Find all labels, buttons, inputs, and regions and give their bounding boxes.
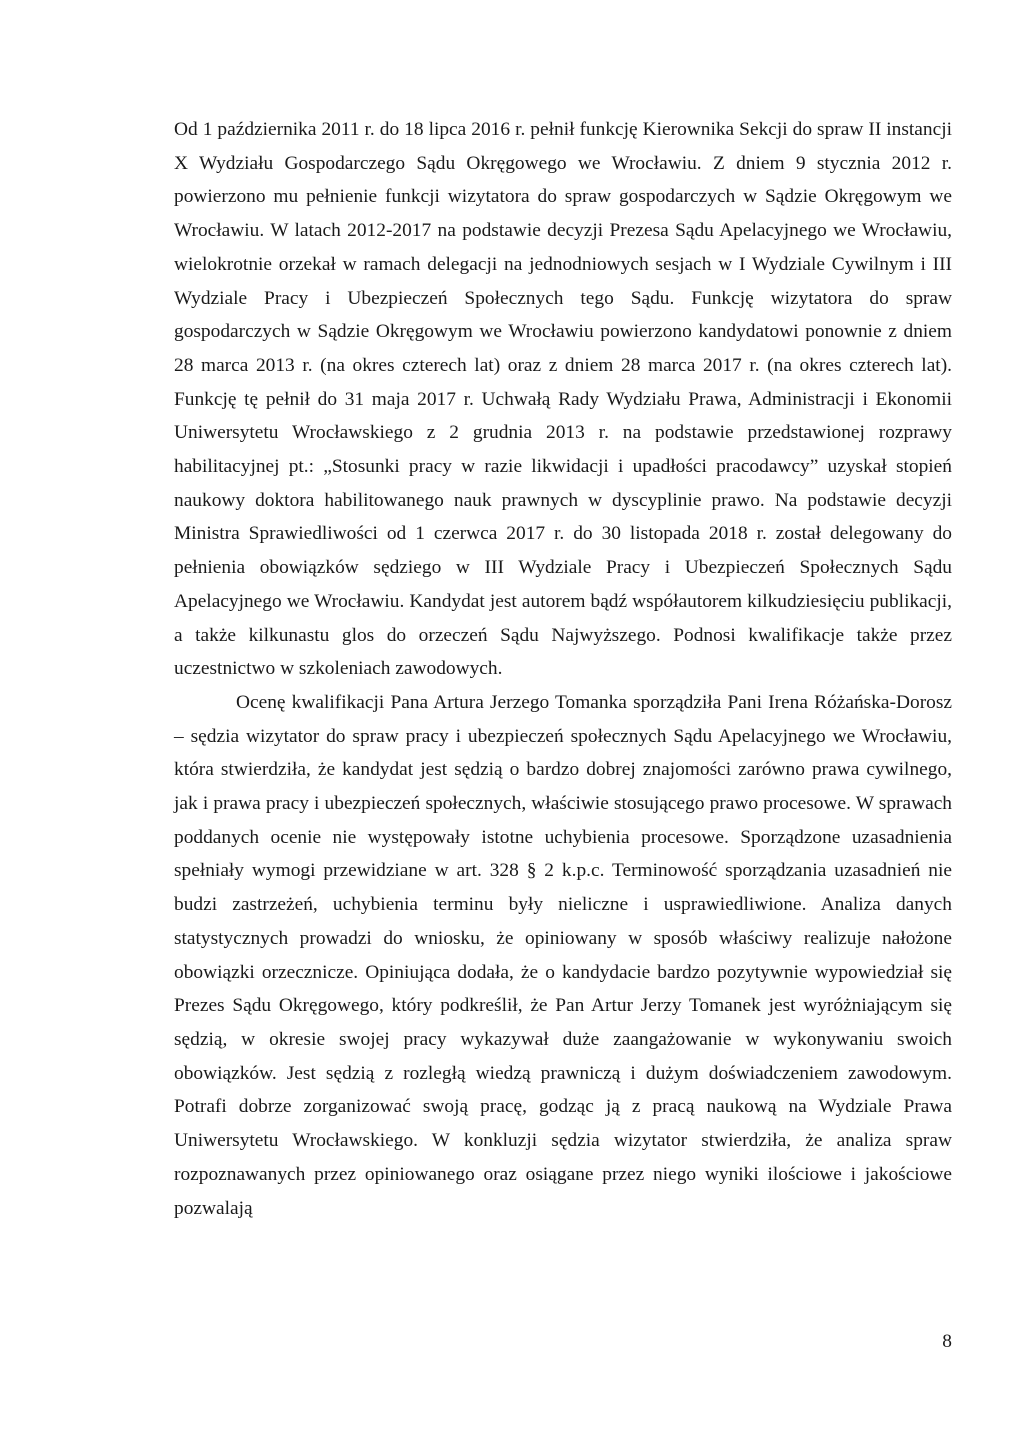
paragraph-qualification-assessment: Ocenę kwalifikacji Pana Artura Jerzego Tomanka sporządziła Pani Irena Różańska-Dorosz – sędzia wizytator do spraw pracy i ubezpieczeń społecznych Sądu Apelacyjnego we Wrocławiu, która stwierdziła, że kandydat jest sędzią o bardzo dobrej znajomości zarówno prawa cywilnego, jak i prawa pracy i ubezpieczeń społecznych, właściwie stosującego prawo procesowe. W sprawach poddanych ocenie nie występowały istotne uchybienia procesowe. Sporządzone uzasadnienia spełniały wymogi przewidziane w art. 328 § 2 k.p.c. Terminowość sporządzania uzasadnień nie budzi zastrzeżeń, uchybienia terminu były nieliczne i usprawiedliwione. Analiza danych statystycznych prowadzi do wniosku, że opiniowany w sposób właściwy realizuje nałożone obowiązki orzecznicze. Opiniująca dodała, że o kandydacie bardzo pozytywnie wypowiedział się Prezes Sądu Okręgowego, który podkreślił, że Pan Artur Jerzy Tomanek jest wyróżniającym się sędzią, w okresie swojej pracy wykazywał duże zaangażowanie w wykonywaniu swoich obowiązków. Jest sędzią z rozległą wiedzą prawniczą i dużym doświadczeniem zawodowym. Potrafi dobrze zorganizować swoją pracę, godząc ją z pracą naukową na Wydziale Prawa Uniwersytetu Wrocławskiego. W konkluzji sędzia wizytator stwierdziła, że analiza spraw rozpoznawanych przez opiniowanego oraz osiągane przez niego wyniki ilościowe i jakościowe pozwalają [174,691,952,1219]
body-text [174,113,952,1225]
paragraph-career: Od 1 października 2011 r. do 18 lipca 2016 r. pełnił funkcję Kierownika Sekcji do spraw II instancji X Wydziału Gospodarczego Sądu Okręgowego we Wrocławiu. Z dniem 9 stycznia 2012 r. powierzono mu pełnienie funkcji wizytatora do spraw gospodarczych w Sądzie Okręgowym we Wrocławiu. W latach 2012-2017 na podstawie decyzji Prezesa Sądu Apelacyjnego we Wrocławiu, wielokrotnie orzekał w ramach delegacji na jednodniowych sesjach w I Wydziale Cywilnym i III Wydziale Pracy i Ubezpieczeń Społecznych tego Sądu. Funkcję wizytatora do spraw gospodarczych w Sądzie Okręgowym we Wrocławiu powierzono kandydatowi ponownie z dniem 28 marca 2013 r. (na okres czterech lat) oraz z dniem 28 marca 2017 r. (na okres czterech lat). Funkcję tę pełnił do 31 maja 2017 r. Uchwałą Rady Wydziału Prawa, Administracji i Ekonomii Uniwersytetu Wrocławskiego z 2 grudnia 2013 r. na podstawie przedstawionej rozprawy habilitacyjnej pt.: „Stosunki pracy w razie likwidacji i upadłości pracodawcy” uzyskał stopień naukowy doktora habilitowanego nauk prawnych w dyscyplinie prawo. Na podstawie decyzji Ministra Sprawiedliwości od 1 czerwca 2017 r. do 30 listopada 2018 r. został delegowany do pełnienia obowiązków sędziego w III Wydziale Pracy i Ubezpieczeń Społecznych Sądu Apelacyjnego we Wrocławiu. Kandydat jest autorem bądź współautorem kilkudziesięciu publikacji, a także kilkunastu glos do orzeczeń Sądu Najwyższego. Podnosi kwalifikacje także przez uczestnictwo w szkoleniach zawodowych. [174,119,952,680]
page-number: 8 [942,1331,952,1352]
